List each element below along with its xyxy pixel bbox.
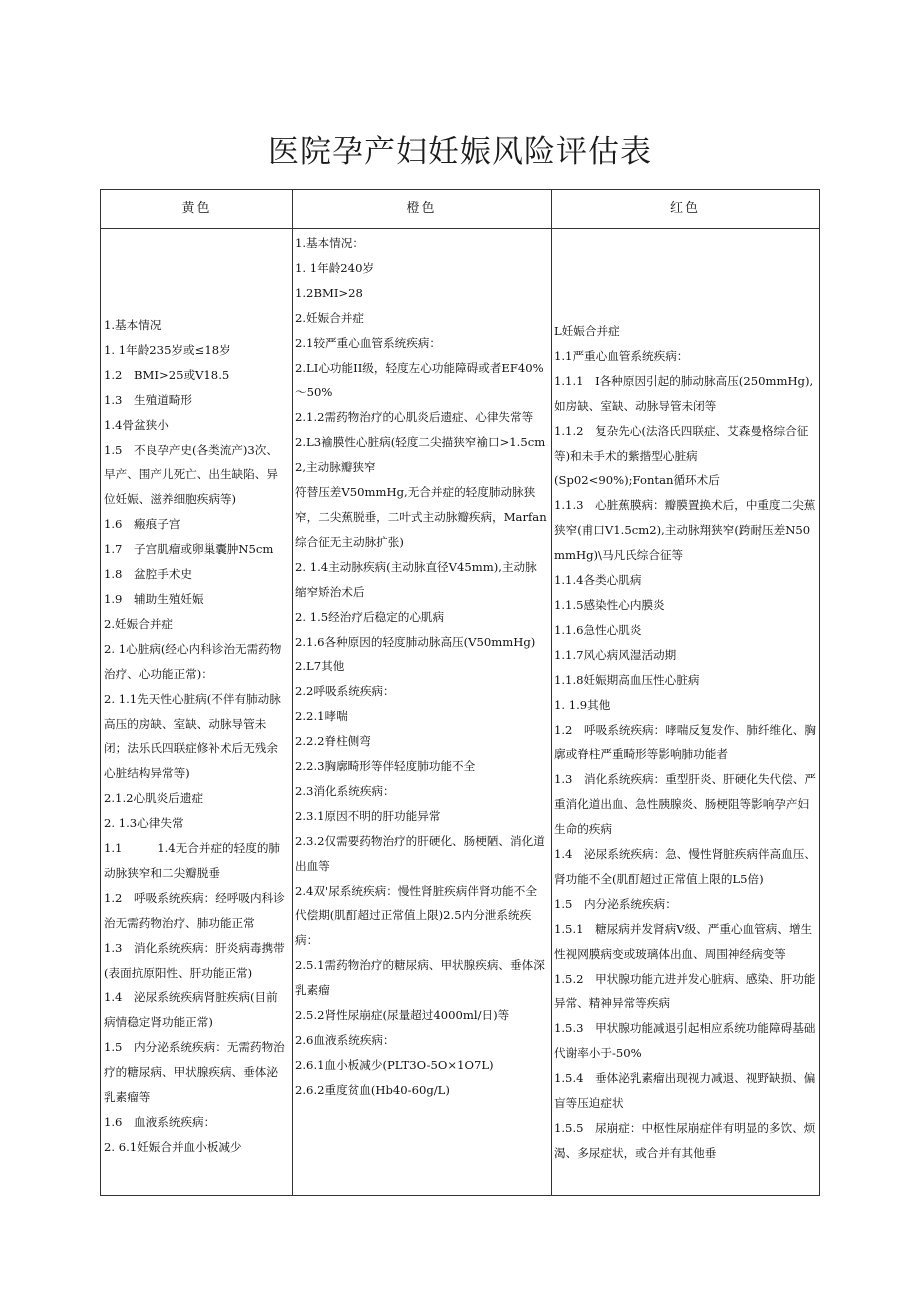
orange-criterion: 2.2.1哮喘 [295, 709, 348, 724]
orange-criterion: 2. 1.5经治疗后稳定的心肌病 [295, 609, 445, 624]
yellow-criterion: 1.1 1.4无合并症的轻度的肺动脉狭窄和二尖瓣脱垂 [104, 841, 281, 880]
yellow-criterion: 1.8 盆腔手术史 [104, 567, 193, 582]
red-criterion: 1.1.1 I各种原因引起的肺动脉高压(250mmHg),如房缺、室缺、动脉导管未闭等 [554, 373, 814, 413]
yellow-criterion: 1.基本情况 [104, 318, 162, 332]
orange-column [292, 228, 551, 1195]
orange-criterion: 2. 1.4主动脉疾病(主动脉直径V45mm),主动脉缩窄矫治术后 [295, 559, 537, 599]
orange-criterion: 2.2.3胸廓畸形等伴轻度肺功能不全 [295, 759, 476, 774]
yellow-criterion: 1.3 消化系统疾病：肝炎病毒携带(表面抗原阳性、肝功能正常) [104, 940, 285, 980]
orange-criterion: 2.3.1原因不明的肝功能异常 [295, 808, 441, 823]
red-criterion: 1.1.6急性心肌炎 [554, 622, 642, 637]
orange-criterion: 2.2呼吸系统疾病： [295, 684, 395, 699]
orange-criterion: 2.1较严重心血管系统疾病： [295, 335, 441, 350]
red-criterion: (Sp02<90%);Fontan循环术后 [554, 473, 720, 488]
red-criterion: 1.5.1 糖尿病并发肾病V级、严重心血管病、增生性视网膜病变或玻璃体出血、周围神经病变等 [554, 921, 813, 961]
yellow-criterion: 1.6 血液系统疾病： [104, 1115, 216, 1129]
yellow-criterion: 1.4 泌尿系统疾病肾脏疾病(目前病情稳定肾功能正常) [104, 990, 278, 1030]
yellow-criterion: 1.9 辅助生殖妊娠 [104, 591, 204, 606]
orange-criterion: 2.1.2需药物治疗的心肌炎后遗症、心律失常等 [295, 410, 534, 425]
red-column [551, 228, 819, 1195]
orange-criterion: 2.2.2脊柱侧弯 [295, 734, 371, 749]
red-criterion: 1.5.3 甲状腺功能减退引起相应系统功能障碍基础代谢率小于-50% [554, 1021, 816, 1061]
yellow-criterion: 1.7 子宫肌瘤或卵巢囊肿N5cm [104, 542, 274, 557]
orange-criterion: 2.1.6各种原因的轻度肺动脉高压(V50mmHg) [295, 634, 536, 649]
header-red: 红色 [669, 201, 700, 216]
yellow-criterion: 2. 1.1先天性心脏病(不伴有肺动脉高压的房缺、室缺、动脉导管未闭；法乐氏四联症修补术后无残余心脏结构异常等) [104, 691, 281, 781]
yellow-criterion: 2.妊娠合并症 [104, 616, 174, 631]
orange-criterion: 1.基本情况： [295, 236, 365, 250]
orange-criterion: 2.LI心功能II级，轻度左心功能障碍或者EF40%～50% [295, 360, 544, 400]
yellow-criterion: 2. 6.1妊娠合并血小板减少 [104, 1139, 242, 1154]
page-title: 医院孕产妇妊娠风险评估表 [268, 134, 652, 170]
red-criterion: 1.1.5感染性心内膜炎 [554, 597, 665, 612]
red-criterion: 1.1.8妊娠期高血压性心脏病 [554, 672, 700, 687]
red-criterion: L妊娠合并症 [554, 324, 620, 338]
yellow-criterion: 1.5 内分泌系统疾病：无需药物治疗的糖尿病、甲状腺疾病、垂体泌乳素瘤等 [104, 1040, 285, 1105]
red-criterion: 1.1.4各类心肌病 [554, 573, 642, 588]
orange-criterion: 2.6血液系统疾病： [295, 1033, 395, 1047]
yellow-criterion: 1.2 呼吸系统疾病：经呼吸内科诊治无需药物治疗、肺功能正常 [104, 890, 285, 930]
yellow-criterion: 1.4骨盆狭小 [104, 417, 169, 432]
orange-criterion: 2.L7其他 [295, 659, 345, 674]
header-yellow: 黄色 [181, 201, 212, 216]
orange-criterion: 2.妊娠合并症 [295, 310, 365, 325]
yellow-criterion: 1.6 瘢痕子宫 [104, 517, 181, 532]
yellow-criterion: 2. 1.3心律失常 [104, 816, 184, 831]
red-criterion: 1.5.5 尿崩症：中枢性尿崩症伴有明显的多饮、烦渴、多尿症状，或合并有其他垂 [554, 1121, 816, 1160]
orange-criterion: 2.5.1需药物治疗的糖尿病、甲状腺疾病、垂体深乳素瘤 [295, 958, 545, 998]
header-orange: 橙色 [406, 201, 437, 216]
red-criterion: 1.1.7风心病风湿活动期 [554, 647, 677, 662]
orange-criterion: 2.4双'尿系统疾病：慢性肾脏疾病伴肾功能不全代偿期(肌酊超过正常值上限)2.5内分泄系统疾病： [295, 883, 537, 948]
orange-criterion: 2.L3褕膜性心脏病(轻度二尖描狭窄褕口>1.5cm2,主动脉瓣狭窄 [295, 435, 546, 475]
yellow-criterion: 1. 1年龄235岁或≤18岁 [104, 342, 231, 357]
orange-criterion: 2.6.1血小板减少(PLT3O-5O×1O7L) [295, 1057, 494, 1072]
red-criterion: 1.3 消化系统疾病：重型肝炎、肝硬化失代偿、严重消化道出血、急性胰腺炎、肠梗阻等影响孕产妇生命的疾病 [554, 772, 816, 837]
orange-criterion: 1. 1年龄240岁 [295, 260, 375, 275]
red-criterion: 1.2 呼吸系统疾病：哮喘反复发作、肺纤维化、胸廓或脊柱严重畸形等影响肺功能者 [554, 722, 816, 762]
orange-criterion: 2.5.2肾性尿崩症(尿量超过4000ml/日)等 [295, 1008, 510, 1023]
yellow-criterion: 1.5 不良孕产史(各类流产)3次、早产、围产儿死亡、出生缺陷、异位妊娠、滋养细胞疾病等) [104, 442, 278, 507]
orange-criterion: 符替压差V50mmHg,无合并症的轻度肺动脉狭窄，二尖蕉脱垂，二叶式主动脉瓣疾病，Marfan综合征无主动脉扩张) [295, 485, 547, 549]
yellow-criterion: 2.1.2心肌炎后遗症 [104, 791, 204, 806]
yellow-criterion: 1.3 生殖道畸形 [104, 392, 193, 407]
yellow-criterion: 2. 1心脏病(经心内科诊治无需药物治疗、心功能正常)： [104, 641, 282, 681]
red-criterion: 1.5.2 甲状腺功能亢进并发心脏病、感染、肝功能异常、精神异常等疾病 [554, 971, 816, 1011]
orange-criterion: 1.2BMI>28 [295, 285, 363, 300]
red-criterion: 1.5.4 垂体泌乳素瘤出现视力减退、视野缺损、偏盲等压迫症状 [554, 1071, 816, 1111]
orange-criterion: 2.3.2仅需要药物治疗的肝硬化、肠梗陋、消化道出血等 [295, 833, 545, 873]
orange-criterion: 2.6.2重度贫血(Hb40-60g/L) [295, 1082, 450, 1097]
yellow-criterion: 1.2 BMI>25或V18.5 [104, 367, 230, 382]
red-criterion: 1. 1.9其他 [554, 697, 611, 712]
red-criterion: 1.1.2 复杂先心(法洛氏四联症、艾森曼格综合征等)和未手术的紫揩型心脏病 [554, 423, 809, 463]
red-criterion: 1.5 内分泌系统疾病： [554, 896, 677, 911]
risk-table [100, 189, 820, 1196]
red-criterion: 1.1严重心血管系统疾病： [554, 348, 689, 363]
yellow-column [101, 228, 292, 1195]
red-criterion: 1.4 泌尿系统疾病：急、慢性肾脏疾病伴高血压、肾功能不全(肌酊超过正常值上限的L5倍) [554, 847, 816, 886]
red-criterion: 1.1.3 心脏蕉膜病：瓣膜置换术后，中重度二尖蕉狭窄(甫口V1.5cm2),主动脉翔狭窄(跨耐压差N50mmHg)\马凡氏综合征等 [554, 498, 816, 563]
orange-criterion: 2.3消化系统疾病： [295, 783, 395, 798]
